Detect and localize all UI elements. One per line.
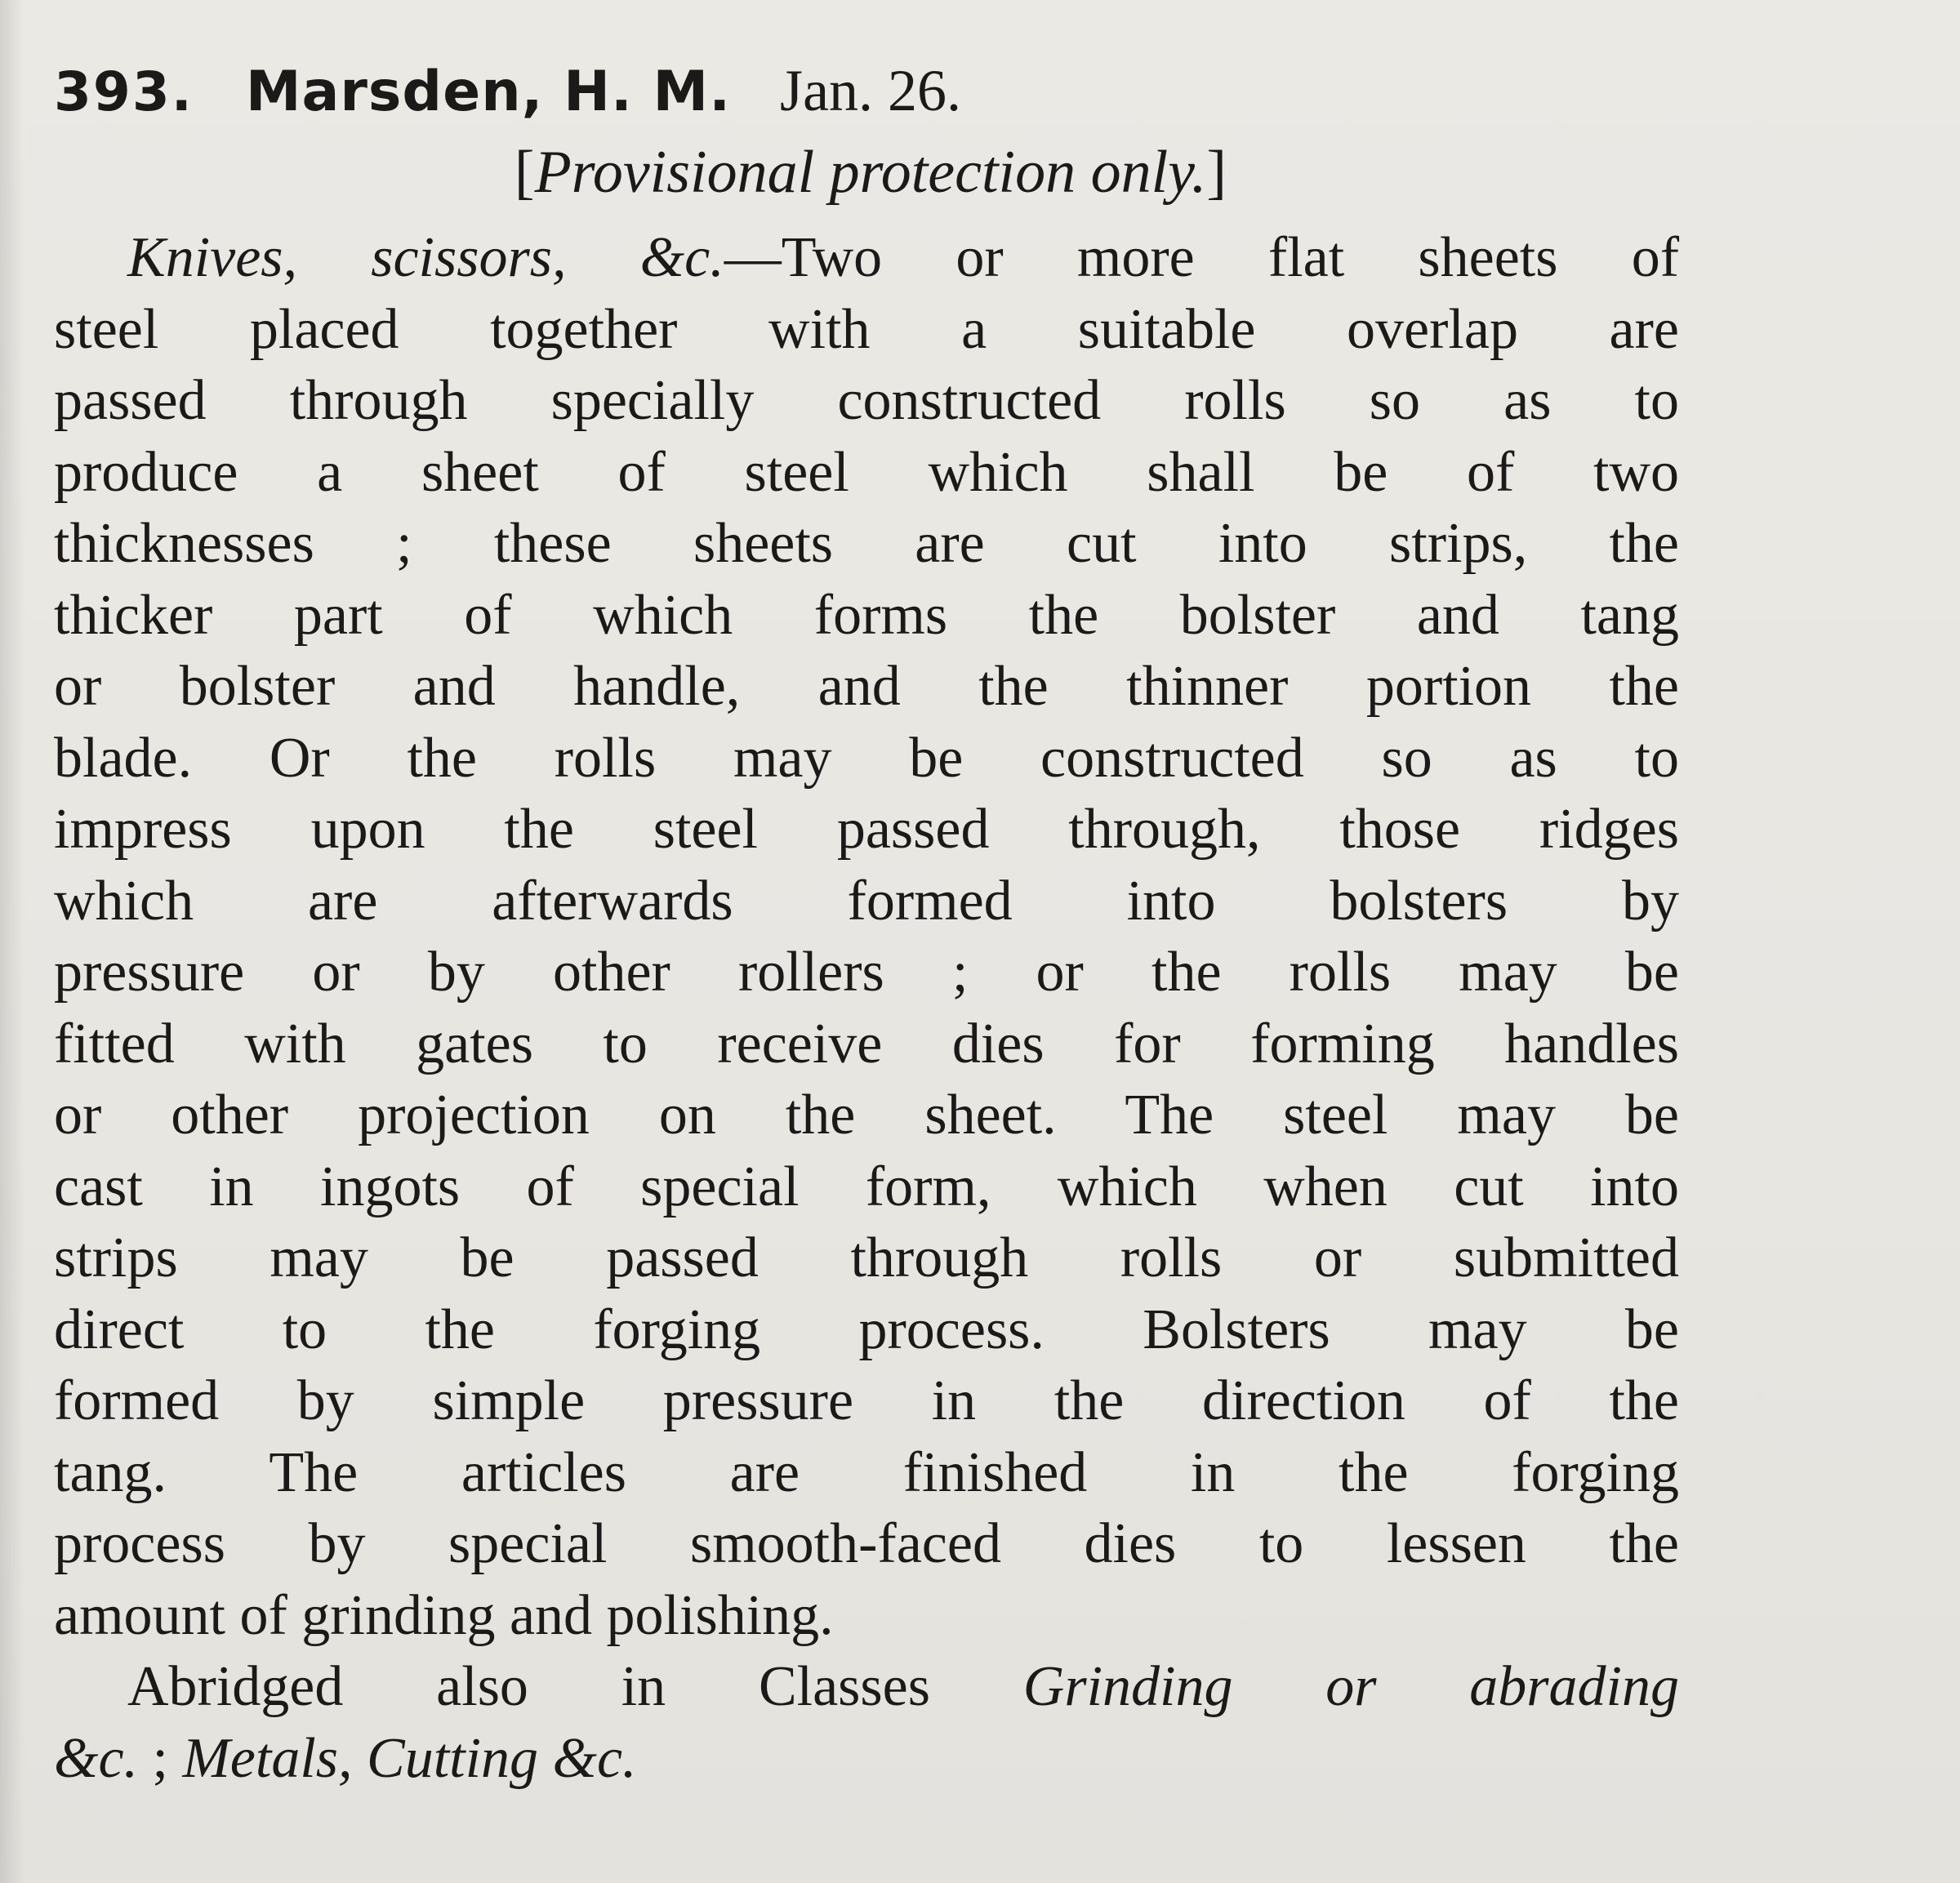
body-line-text: —Two or more flat sheets of (724, 226, 1680, 289)
body-line: impress upon the steel passed through, those ridges (54, 798, 1679, 861)
body-line: process by special smooth-faced dies to lessen the (54, 1512, 1679, 1575)
abridged-line (54, 1651, 1679, 1723)
entry-date: Jan. 26. (780, 58, 962, 123)
body-line: steel placed together with a suitable overlap are (54, 297, 1679, 361)
provisional-status: Provisional protection only. (534, 139, 1207, 206)
abridged-classes-note (54, 1651, 1679, 1794)
body-line: or bolster and handle, and the thinner portion the (54, 655, 1679, 718)
body-line: pressure or by other rollers ; or the rolls may be (54, 941, 1679, 1004)
body-line: thicknesses ; these sheets are cut into strips, the (54, 512, 1679, 575)
entry-heading (54, 56, 1679, 136)
subject-heading: Knives, scissors, &c. (127, 226, 724, 289)
class-grinding-cont: &c. (54, 1726, 139, 1790)
body-line: amount of grinding and polishing. (54, 1583, 834, 1647)
class-separator: ; (138, 1726, 183, 1790)
body-line: strips may be passed through rolls or submitted (54, 1226, 1679, 1289)
provisional-note (54, 136, 1679, 222)
body-line: blade. Or the rolls may be constructed so as to (54, 726, 1679, 790)
body-line: formed by simple pressure in the direction of the (54, 1369, 1679, 1432)
body-line: or other projection on the sheet. The steel may be (54, 1084, 1679, 1146)
body-line: direct to the forging process. Bolsters may be (54, 1298, 1679, 1361)
body-line: fitted with gates to receive dies for forming handles (54, 1012, 1679, 1075)
bracket-close: ] (1206, 139, 1227, 206)
patentee-name: Marsden, H. M. (245, 60, 732, 124)
class-grinding: Grinding or abrading (1022, 1655, 1679, 1718)
bracket-open: [ (514, 139, 535, 206)
body-line: tang. The articles are finished in the forging (54, 1440, 1679, 1504)
class-metals-cutting: Metals, Cutting &c. (182, 1726, 637, 1790)
body-line: produce a sheet of steel which shall be of two (54, 440, 1679, 504)
entry-number: 393. (54, 60, 194, 123)
body-line: which are afterwards formed into bolsters by (54, 869, 1679, 933)
abridged-prefix: Abridged also in Classes (127, 1655, 1023, 1718)
body-line (54, 222, 1679, 294)
body-line: thicker part of which forms the bolster and tang (54, 583, 1679, 647)
abridgment-body (54, 222, 1679, 1651)
body-line: passed through specially constructed rolls so as to (54, 369, 1679, 432)
patent-abridgment-entry (54, 56, 1679, 1794)
abridged-line (54, 1723, 1679, 1795)
body-line: cast in ingots of special form, which when cut into (54, 1155, 1679, 1218)
